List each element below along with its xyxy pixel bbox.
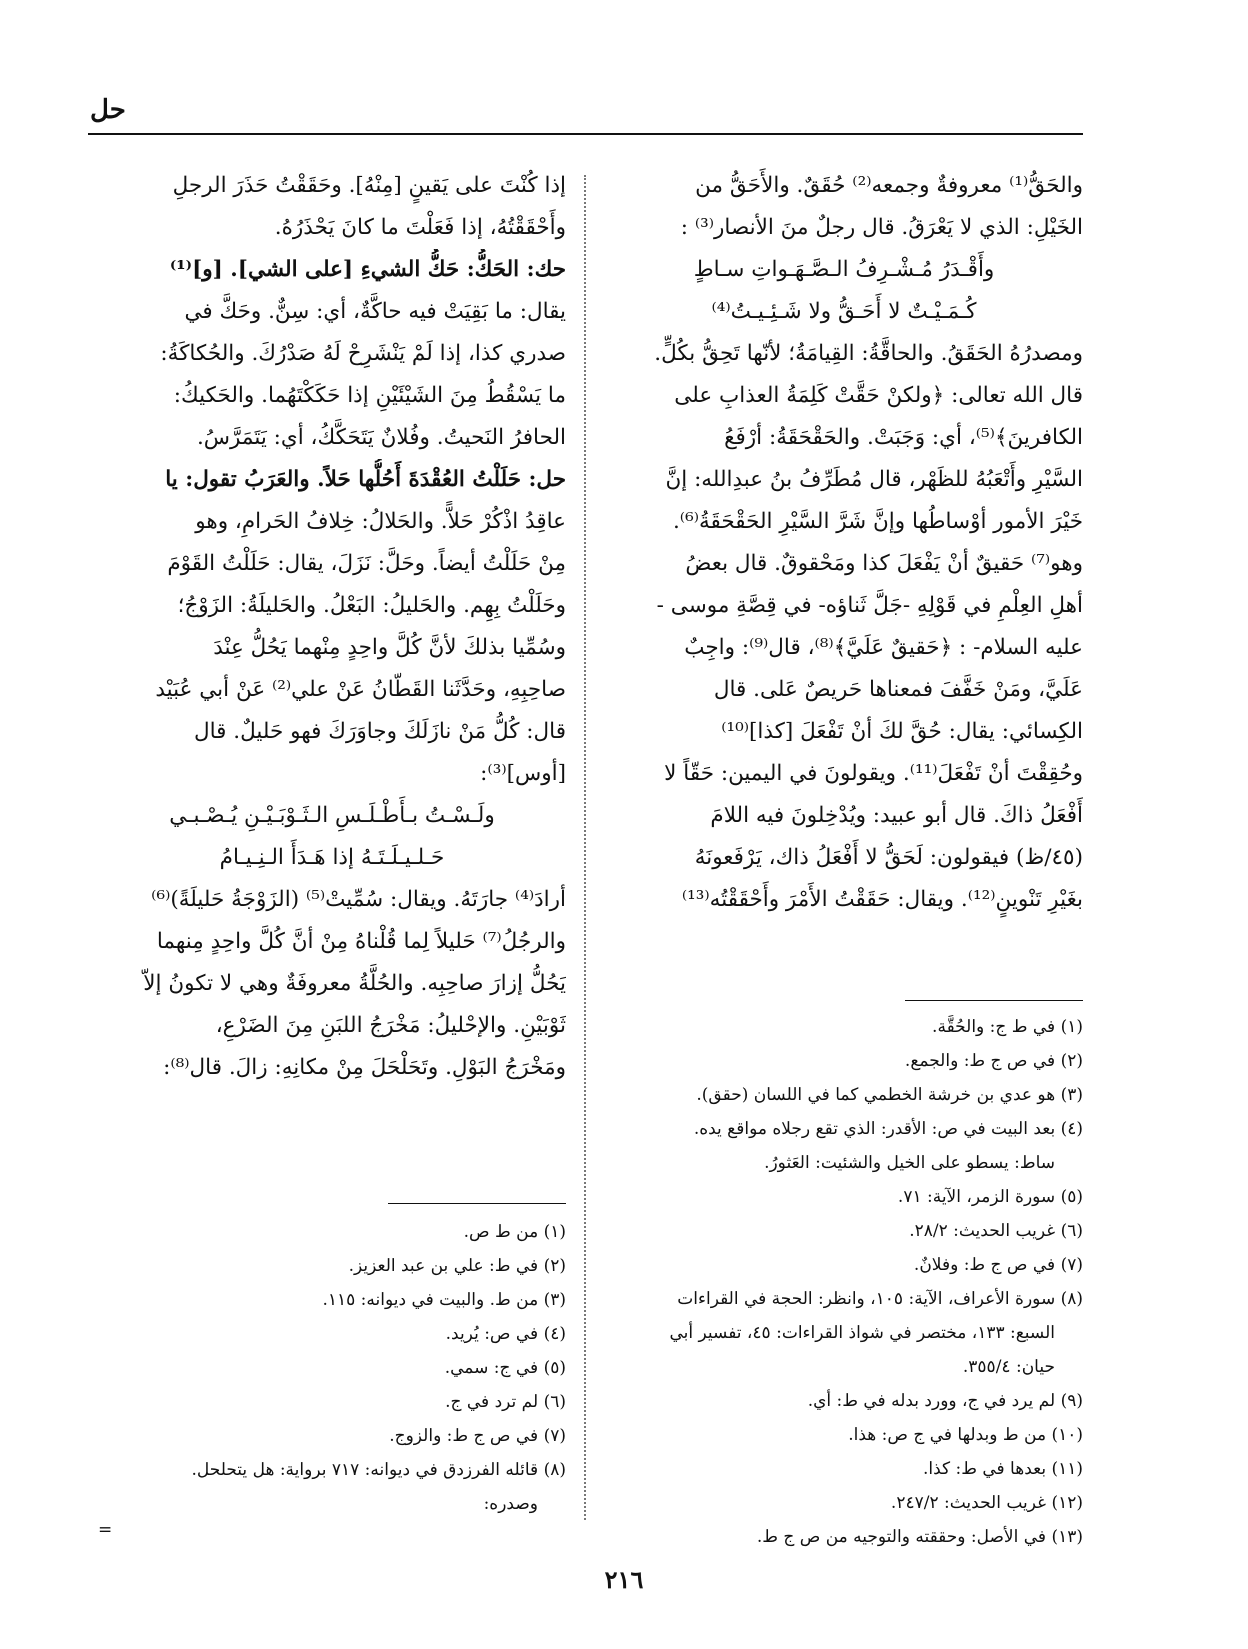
text-line: ومصدرُهُ الحَقَقُ. والحاقَّةُ: القِيامَةُ؛ لأنّها تَحِقُّ بكُلٍّ. <box>654 341 1083 366</box>
footnote-continuation: وصدره: <box>483 1494 538 1514</box>
text-line: وسُمِّيا بذلكَ لأنَّ كُلَّ واحِدٍ مِنْهما يَحُلُّ عِنْدَ <box>213 635 566 660</box>
footnote: (٨) سورة الأعراف، الآية: ١٠٥، وانظر: الحجة في القراءات <box>677 1289 1083 1309</box>
text-line: الكافرينَ﴾⁽⁵⁾، أي: وَجَبَتْ. والحَقْحَقَةُ: أرْفَعُ <box>724 425 1083 450</box>
footnote: (٣) هو عدي بن خرشة الخطمي كما في اللسان (حقق). <box>696 1085 1083 1105</box>
text-line: وأَحْقَقْتُهُ، إذا فَعَلْتَ ما كانَ يَحْذَرُهُ. <box>274 215 566 240</box>
footnote: (٦) غريب الحديث: ٢٨/٢. <box>909 1221 1083 1241</box>
entry-heading-line: حل: حَلَلْتُ العُقْدَةَ أَحُلُّها حَلاً. والعَرَبُ تقول: يا <box>165 467 566 492</box>
left-column <box>98 165 566 1089</box>
running-header: حل <box>90 95 126 125</box>
footnote: (٧) في ص ج ط: والزوج. <box>389 1426 566 1446</box>
text-line: الكِسائي: يقال: حُقَّ لكَ أنْ تَفْعَلَ [كذا]⁽¹⁰⁾ <box>721 719 1083 744</box>
text-line: الخَيْلِ: الذي لا يَعْرَقُ. قال رجلٌ منَ الأنصار⁽³⁾ : <box>680 215 1083 240</box>
verse-line: كُـمَـيْـتٌ لا أَحَـقُّ ولا شَـئِـيـتُ⁽⁴⁾ <box>711 299 977 324</box>
text-line: قال الله تعالى: ﴿ولكنْ حَقَّتْ كَلِمَةُ العذابِ على <box>674 383 1083 408</box>
verse-line: حَـلـيـلَـتَـهُ إذا هَـدَأَ الـنِـيـامُ <box>219 845 445 870</box>
footnote: (١٢) غريب الحديث: ٢٤٧/٢. <box>890 1493 1083 1513</box>
text-line: الحافرُ النَحيتُ. وفُلانٌ يَتَحَكَّكُ، أي: يَتَمَرَّسُ. <box>196 425 566 450</box>
text-line: أرادَ⁽⁴⁾ جارَتَهُ. ويقال: سُمِّيتْ⁽⁵⁾ (الزَوْجَةُ حَليلَةً)⁽⁶⁾ <box>151 887 566 912</box>
footnote: (٣) من ط. والبيت في ديوانه: ١١٥. <box>322 1290 566 1310</box>
text-line: صاحِبِهِ، وحَدَّثَنا القَطّانُ عَنْ علي⁽²⁾ عَنْ أبي عُبَيْد <box>155 677 566 702</box>
text-line: عاقِدُ اذْكُرْ حَلاًّ. والحَلالُ: خِلافُ الحَرامِ، وهو <box>195 509 566 534</box>
text-line: إذا كُنْتَ على يَقينٍ [مِنْهُ]. وحَقَقْتُ حَذَرَ الرجلِ <box>172 173 566 198</box>
text-line: والحَقُّ⁽¹⁾ معروفةٌ وجمعه⁽²⁾ حُقَقٌ. والأَحَقُّ من <box>695 173 1083 198</box>
text-line: عليه السلام- : ﴿حَقيقٌ عَلَيَّ﴾⁽⁸⁾، قال⁽⁹⁾: واجِبٌ <box>684 635 1083 660</box>
footnote: (٩) لم يرد في ج، وورد بدله في ط: أي. <box>807 1391 1083 1411</box>
footnote: (٧) في ص ج ط: وفلانٌ. <box>913 1255 1083 1275</box>
footnote: (٤) في ص: يُريد. <box>445 1324 566 1344</box>
right-footnotes <box>605 1010 1083 1554</box>
footnote: (٢) في ص ج ط: والجمع. <box>904 1051 1083 1071</box>
text-line: وهو⁽⁷⁾ حَقيقٌ أنْ يَفْعَلَ كذا ومَحْقوقٌ. قال بعضُ <box>685 551 1083 576</box>
text-line: [أوس]⁽³⁾: <box>480 761 566 786</box>
footnote: (٤) بعد البيت في ص: الأقدر: الذي تقع رجلاه مواقع يده. <box>693 1119 1083 1139</box>
text-line: صدري كذا، إذا لَمْ يَنْشَرِحْ لَهُ صَدْرُكَ. والحُكاكَةُ: <box>160 341 566 366</box>
footnote: (١) من ط ص. <box>463 1222 566 1242</box>
header-rule <box>88 133 1083 135</box>
footnote: (١١) بعدها في ط: كذا. <box>922 1459 1083 1479</box>
text-line: أهلِ العِلْمِ في قَوْلِهِ -جَلَّ ثَناؤه- في قِصَّةِ موسى - <box>656 593 1083 618</box>
footnote-rule <box>905 1000 1083 1001</box>
column-divider <box>584 175 586 1520</box>
footnote-continuation: ساط: يسطو على الخيل والشئيت: العَثورُ. <box>764 1153 1055 1173</box>
text-line: مِنْ حَلَلْتُ أيضاً. وحَلَّ: نَزَلَ، يقال: حَلَلْتُ القَوْمَ <box>167 551 566 576</box>
continuation-mark: = <box>98 1520 113 1540</box>
verse-line: وأَقْـدَرُ مُـشْـرِفُ الـصَّـهَـواتِ سـاطٍ <box>693 257 995 282</box>
text-line: قال: كُلُّ مَنْ نازَلَكَ وجاوَرَكَ فهو حَليلٌ. قال <box>194 719 566 744</box>
text-line: يقال: ما بَقِيَتْ فيه حاكَّةٌ، أي: سِنٌّ. وحَكَّ في <box>184 299 566 324</box>
text-line: وحَلَلْتُ بِهِم. والحَليلُ: البَعْلُ. والحَليلَةُ: الزَوْجُ؛ <box>177 593 566 618</box>
text-line: خَيْرَ الأمور أوْساطُها وإنَّ شَرَّ السَّيْرِ الحَقْحَقَةُ⁽⁶⁾. <box>672 509 1083 534</box>
page-number: ٢١٦ <box>604 1565 644 1594</box>
text-line: ثَوْبَيْنِ. والإحْليلُ: مَخْرَجُ اللبَنِ مِنَ الضَرْعِ، <box>215 1013 566 1038</box>
text-line: وحُقِقْتَ أنْ تَفْعَلَ⁽¹¹⁾. ويقولونَ في اليمين: حَقّاً لا <box>664 761 1083 786</box>
footnote: (١٠) من ط وبدلها في ج ص: هذا. <box>848 1425 1083 1445</box>
text-line: أَفْعَلُ ذاكَ. قال أبو عبيد: ويُدْخِلونَ فيه اللامَ <box>710 803 1083 828</box>
footnote: (١٣) في الأصل: وحققته والتوجيه من ص ج ط. <box>756 1527 1083 1547</box>
footnote-continuation: حيان: ٣٥٥/٤. <box>962 1357 1055 1377</box>
text-line: (٤٥/ظ) فيقولون: لَحَقُّ لا أَفْعَلُ ذاك، يَرْفَعونَهُ <box>694 845 1083 870</box>
text-line: السَّيْرِ وأَتْعَبُهُ للظَهْر، قال مُطَرِّفُ بنُ عبدِالله: إنَّ <box>665 467 1083 492</box>
text-line: عَلَيَّ، ومَنْ خَفَّفَ فمعناها حَريصٌ عَلى. قال <box>713 677 1083 702</box>
footnote-rule <box>388 1203 566 1204</box>
footnote: (٨) قائله الفرزدق في ديوانه: ٧١٧ برواية: هل يتحلحل. <box>191 1460 566 1480</box>
footnote: (٦) لم ترد في ج. <box>445 1392 566 1412</box>
entry-heading-line: حك: الحَكُّ: حَكُّ الشيءِ [على الشي]. [و]⁽¹⁾ <box>169 257 566 282</box>
left-footnotes <box>98 1215 566 1521</box>
text-line: بغَيْرِ تَنْوينٍ⁽¹²⁾. ويقال: حَقَقْتُ الأَمْرَ وأَحْقَقْتُه⁽¹³⁾ <box>681 887 1083 912</box>
footnote: (٥) سورة الزمر، الآية: ٧١. <box>897 1187 1083 1207</box>
footnote: (٥) في ج: سمي. <box>444 1358 566 1378</box>
text-line: والرجُلُ⁽⁷⁾ حَليلاً لِما قُلْناهُ مِنْ أنَّ كُلَّ واحِدٍ مِنهما <box>156 929 566 954</box>
text-line: ما يَسْقُطُ مِنَ الشَيْئَيْنِ إذا حَكَكْتَهُما. والحَكيكُ: <box>173 383 566 408</box>
text-line: ومَخْرَجُ البَوْلِ. وتَحَلْحَلَ مِنْ مكانِهِ: زالَ. قال⁽⁸⁾: <box>163 1055 566 1080</box>
footnote: (١) في ط ج: والحُقَّة. <box>932 1017 1083 1037</box>
footnote-continuation: السبع: ١٣٣، مختصر في شواذ القراءات: ٤٥، تفسير أبي <box>669 1323 1055 1343</box>
verse-line: ولَـسْـتُ بـأَطْـلَـسِ الـثَـوْبَـيْـنِ يُـصْـبـي <box>169 803 495 828</box>
right-column <box>605 165 1083 921</box>
footnote: (٢) في ط: علي بن عبد العزيز. <box>348 1256 566 1276</box>
text-line: يَحُلُّ إزارَ صاحِبِه. والحُلَّةُ معروفَةٌ وهي لا تكونُ إلاّ <box>143 971 566 996</box>
